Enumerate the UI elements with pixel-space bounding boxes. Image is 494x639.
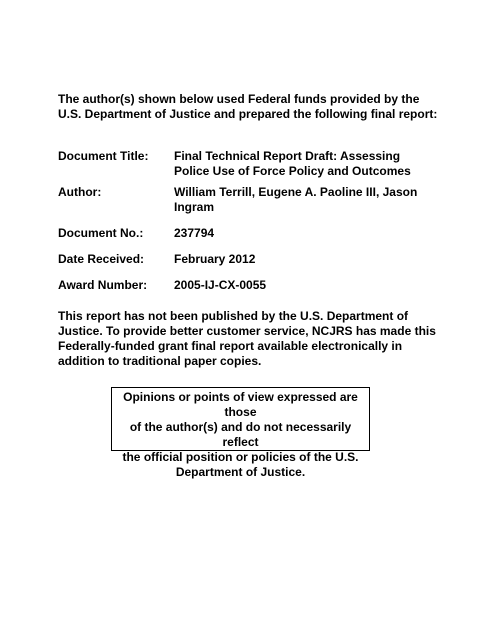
metadata-value: Final Technical Report Draft: Assessing Police Use of Force Policy and Outcomes [174, 149, 411, 178]
metadata-label: Document Title: [58, 149, 149, 163]
disclaimer-line: of the author(s) and do not necessarily reflect [129, 420, 352, 449]
metadata-value: February 2012 [174, 252, 256, 266]
disclaimer-line: the official position or policies of the U.S. [122, 450, 359, 464]
metadata-value: 237794 [174, 226, 215, 240]
metadata-label: Award Number: [58, 278, 148, 292]
metadata-value: William Terrill, Eugene A. Paoline III, Jason Ingram [174, 185, 418, 214]
metadata-value: 2005-IJ-CX-0055 [174, 278, 267, 292]
metadata-label: Author: [58, 185, 102, 199]
publication-notice: This report has not been published by the U.S. Department of Justice. To provide better customer service, NCJRS has made this Federally-funded grant final report available electronically in addition to traditional paper copies. [58, 309, 436, 368]
metadata-label: Date Received: [58, 252, 145, 266]
intro-paragraph: The author(s) shown below used Federal funds provided by the U.S. Department of Justice and prepared the following final report: [58, 92, 438, 121]
disclaimer-line: Department of Justice. [175, 465, 306, 479]
metadata-label: Document No.: [58, 226, 144, 240]
disclaimer-line: Opinions or points of view expressed are those [123, 390, 358, 419]
disclaimer-box [111, 387, 370, 479]
